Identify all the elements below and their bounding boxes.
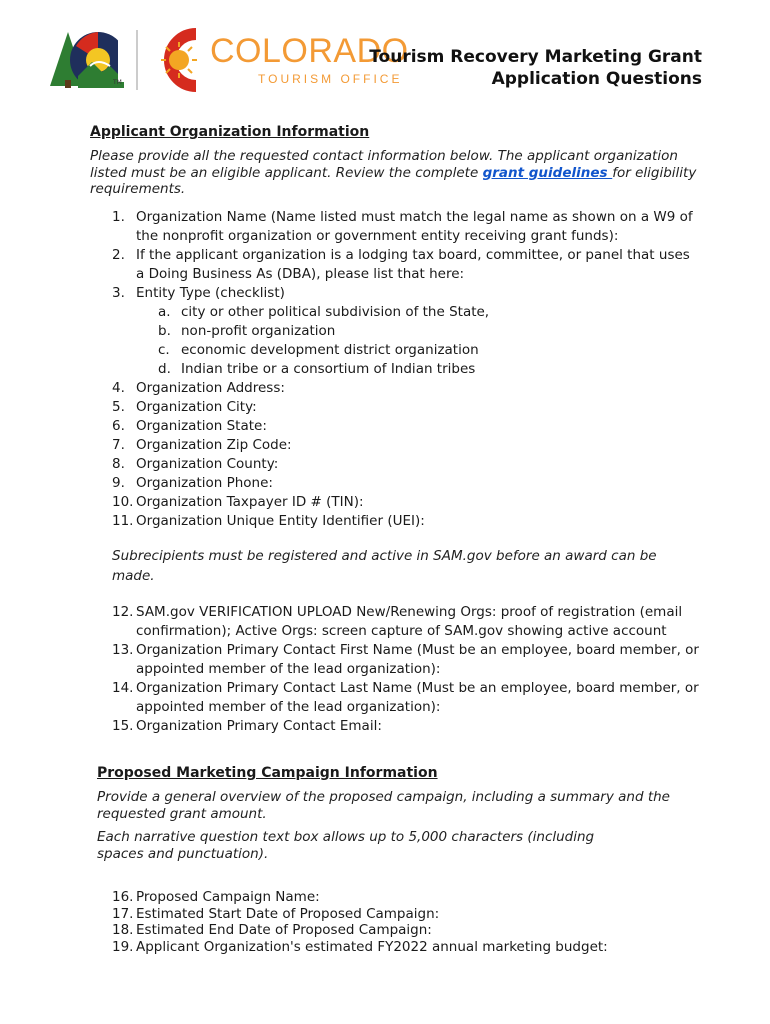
item-number: 17. bbox=[112, 905, 134, 922]
item-number: 13. bbox=[112, 642, 134, 658]
title-line-1: Tourism Recovery Marketing Grant bbox=[369, 47, 702, 67]
section2-intro: Provide a general overview of the proposed campaign, including a summary and the requested grant amount. bbox=[97, 789, 670, 822]
item-text: Organization Primary Contact Last Name (Must be an employee, board member, or appointed member of the lead organization): bbox=[136, 680, 699, 715]
option-text: economic development district organization bbox=[181, 342, 479, 358]
intro-text-end: for eligibility requirements. bbox=[90, 164, 697, 197]
option-text: non-profit organization bbox=[181, 323, 336, 339]
item-number: 2. bbox=[112, 247, 125, 263]
grant-guidelines-link[interactable]: grant guidelines bbox=[482, 164, 613, 181]
entity-type-option bbox=[136, 322, 702, 341]
item-number: 4. bbox=[112, 380, 125, 396]
item-text: Estimated End Date of Proposed Campaign: bbox=[136, 922, 432, 938]
list-item bbox=[112, 889, 702, 906]
item-text: Organization State: bbox=[136, 418, 267, 434]
item-text: Organization Primary Contact Email: bbox=[136, 718, 382, 734]
list-item bbox=[112, 208, 702, 246]
list-item bbox=[112, 493, 702, 512]
option-letter: a. bbox=[158, 304, 171, 320]
applicant-questions-list bbox=[112, 208, 702, 531]
option-letter: c. bbox=[158, 342, 170, 358]
item-text: Organization City: bbox=[136, 399, 257, 415]
item-number: 19. bbox=[112, 938, 134, 955]
item-text: Entity Type (checklist) bbox=[136, 285, 285, 301]
item-number: 5. bbox=[112, 399, 125, 415]
applicant-questions-list-continued bbox=[112, 603, 702, 736]
item-text: Organization Primary Contact First Name (Must be an employee, board member, or appointed member of the lead organization): bbox=[136, 642, 699, 677]
entity-type-list bbox=[136, 303, 702, 379]
item-text: Applicant Organization's estimated FY2022 annual marketing budget: bbox=[136, 938, 608, 955]
section1-intro bbox=[90, 148, 702, 198]
entity-type-option bbox=[136, 303, 702, 322]
list-item bbox=[112, 246, 702, 284]
item-number: 15. bbox=[112, 718, 134, 734]
list-item bbox=[112, 512, 702, 531]
item-text: Organization Taxpayer ID # (TIN): bbox=[136, 494, 364, 510]
logo-trademark: TM bbox=[113, 79, 122, 86]
logo-subtitle: TOURISM OFFICE bbox=[258, 72, 403, 86]
item-text: Organization Name (Name listed must match the legal name as shown on a W9 of the nonprofit organization or government entity receiving grant funds): bbox=[136, 209, 693, 244]
item-text: SAM.gov VERIFICATION UPLOAD New/Renewing Orgs: proof of registration (email confirmation); Active Orgs: screen capture of SAM.gov showing active account bbox=[136, 604, 683, 639]
item-number: 14. bbox=[112, 680, 134, 696]
intro-text: Please provide all the requested contact information below. The applicant organization listed must be an eligible applicant. Review the complete bbox=[90, 148, 678, 181]
item-number: 8. bbox=[112, 456, 125, 472]
title-line-2: Application Questions bbox=[491, 69, 702, 89]
item-text: Organization County: bbox=[136, 456, 279, 472]
sam-registration-note: Subrecipients must be registered and active in SAM.gov before an award can be made. bbox=[112, 548, 657, 584]
list-item bbox=[112, 417, 702, 436]
section-heading-campaign: Proposed Marketing Campaign Information bbox=[97, 765, 438, 781]
section-heading-applicant: Applicant Organization Information bbox=[90, 124, 370, 140]
item-number: 7. bbox=[112, 437, 125, 453]
list-item bbox=[112, 679, 702, 717]
list-item bbox=[112, 939, 702, 956]
item-number: 18. bbox=[112, 922, 134, 938]
item-number: 11. bbox=[112, 513, 134, 529]
item-text: Organization Address: bbox=[136, 380, 285, 396]
list-item bbox=[112, 436, 702, 455]
item-number: 12. bbox=[112, 604, 134, 620]
item-number: 10. bbox=[112, 494, 134, 510]
section2-character-note: Each narrative question text box allows up to 5,000 characters (including spaces and punctuation). bbox=[97, 829, 595, 862]
item-text: Proposed Campaign Name: bbox=[136, 889, 320, 905]
list-item bbox=[112, 922, 702, 939]
campaign-questions-list bbox=[112, 889, 702, 955]
item-number: 1. bbox=[112, 209, 125, 225]
item-number: 6. bbox=[112, 418, 125, 434]
list-item bbox=[112, 379, 702, 398]
document-title bbox=[369, 46, 702, 90]
item-text: Organization Unique Entity Identifier (UEI): bbox=[136, 513, 425, 529]
option-text: city or other political subdivision of the State, bbox=[181, 304, 490, 320]
entity-type-option bbox=[136, 341, 702, 360]
item-text: Organization Zip Code: bbox=[136, 437, 292, 453]
item-text: If the applicant organization is a lodging tax board, committee, or panel that uses a Doing Business As (DBA), please list that here: bbox=[136, 247, 690, 282]
item-number: 16. bbox=[112, 889, 134, 905]
list-item bbox=[112, 474, 702, 493]
list-item bbox=[112, 717, 702, 736]
list-item bbox=[112, 398, 702, 417]
item-text: Organization Phone: bbox=[136, 475, 273, 491]
list-item bbox=[112, 641, 702, 679]
item-text: Estimated Start Date of Proposed Campaign: bbox=[136, 905, 440, 922]
option-text: Indian tribe or a consortium of Indian tribes bbox=[181, 361, 476, 377]
list-item bbox=[112, 455, 702, 474]
list-item bbox=[112, 603, 702, 641]
item-number: 3. bbox=[112, 285, 125, 301]
item-number: 9. bbox=[112, 475, 125, 491]
option-letter: b. bbox=[158, 323, 171, 339]
option-letter: d. bbox=[158, 361, 171, 377]
list-item bbox=[112, 284, 702, 379]
entity-type-option bbox=[136, 360, 702, 379]
list-item bbox=[112, 906, 702, 923]
logo-wordmark: COLORADO bbox=[210, 32, 409, 70]
